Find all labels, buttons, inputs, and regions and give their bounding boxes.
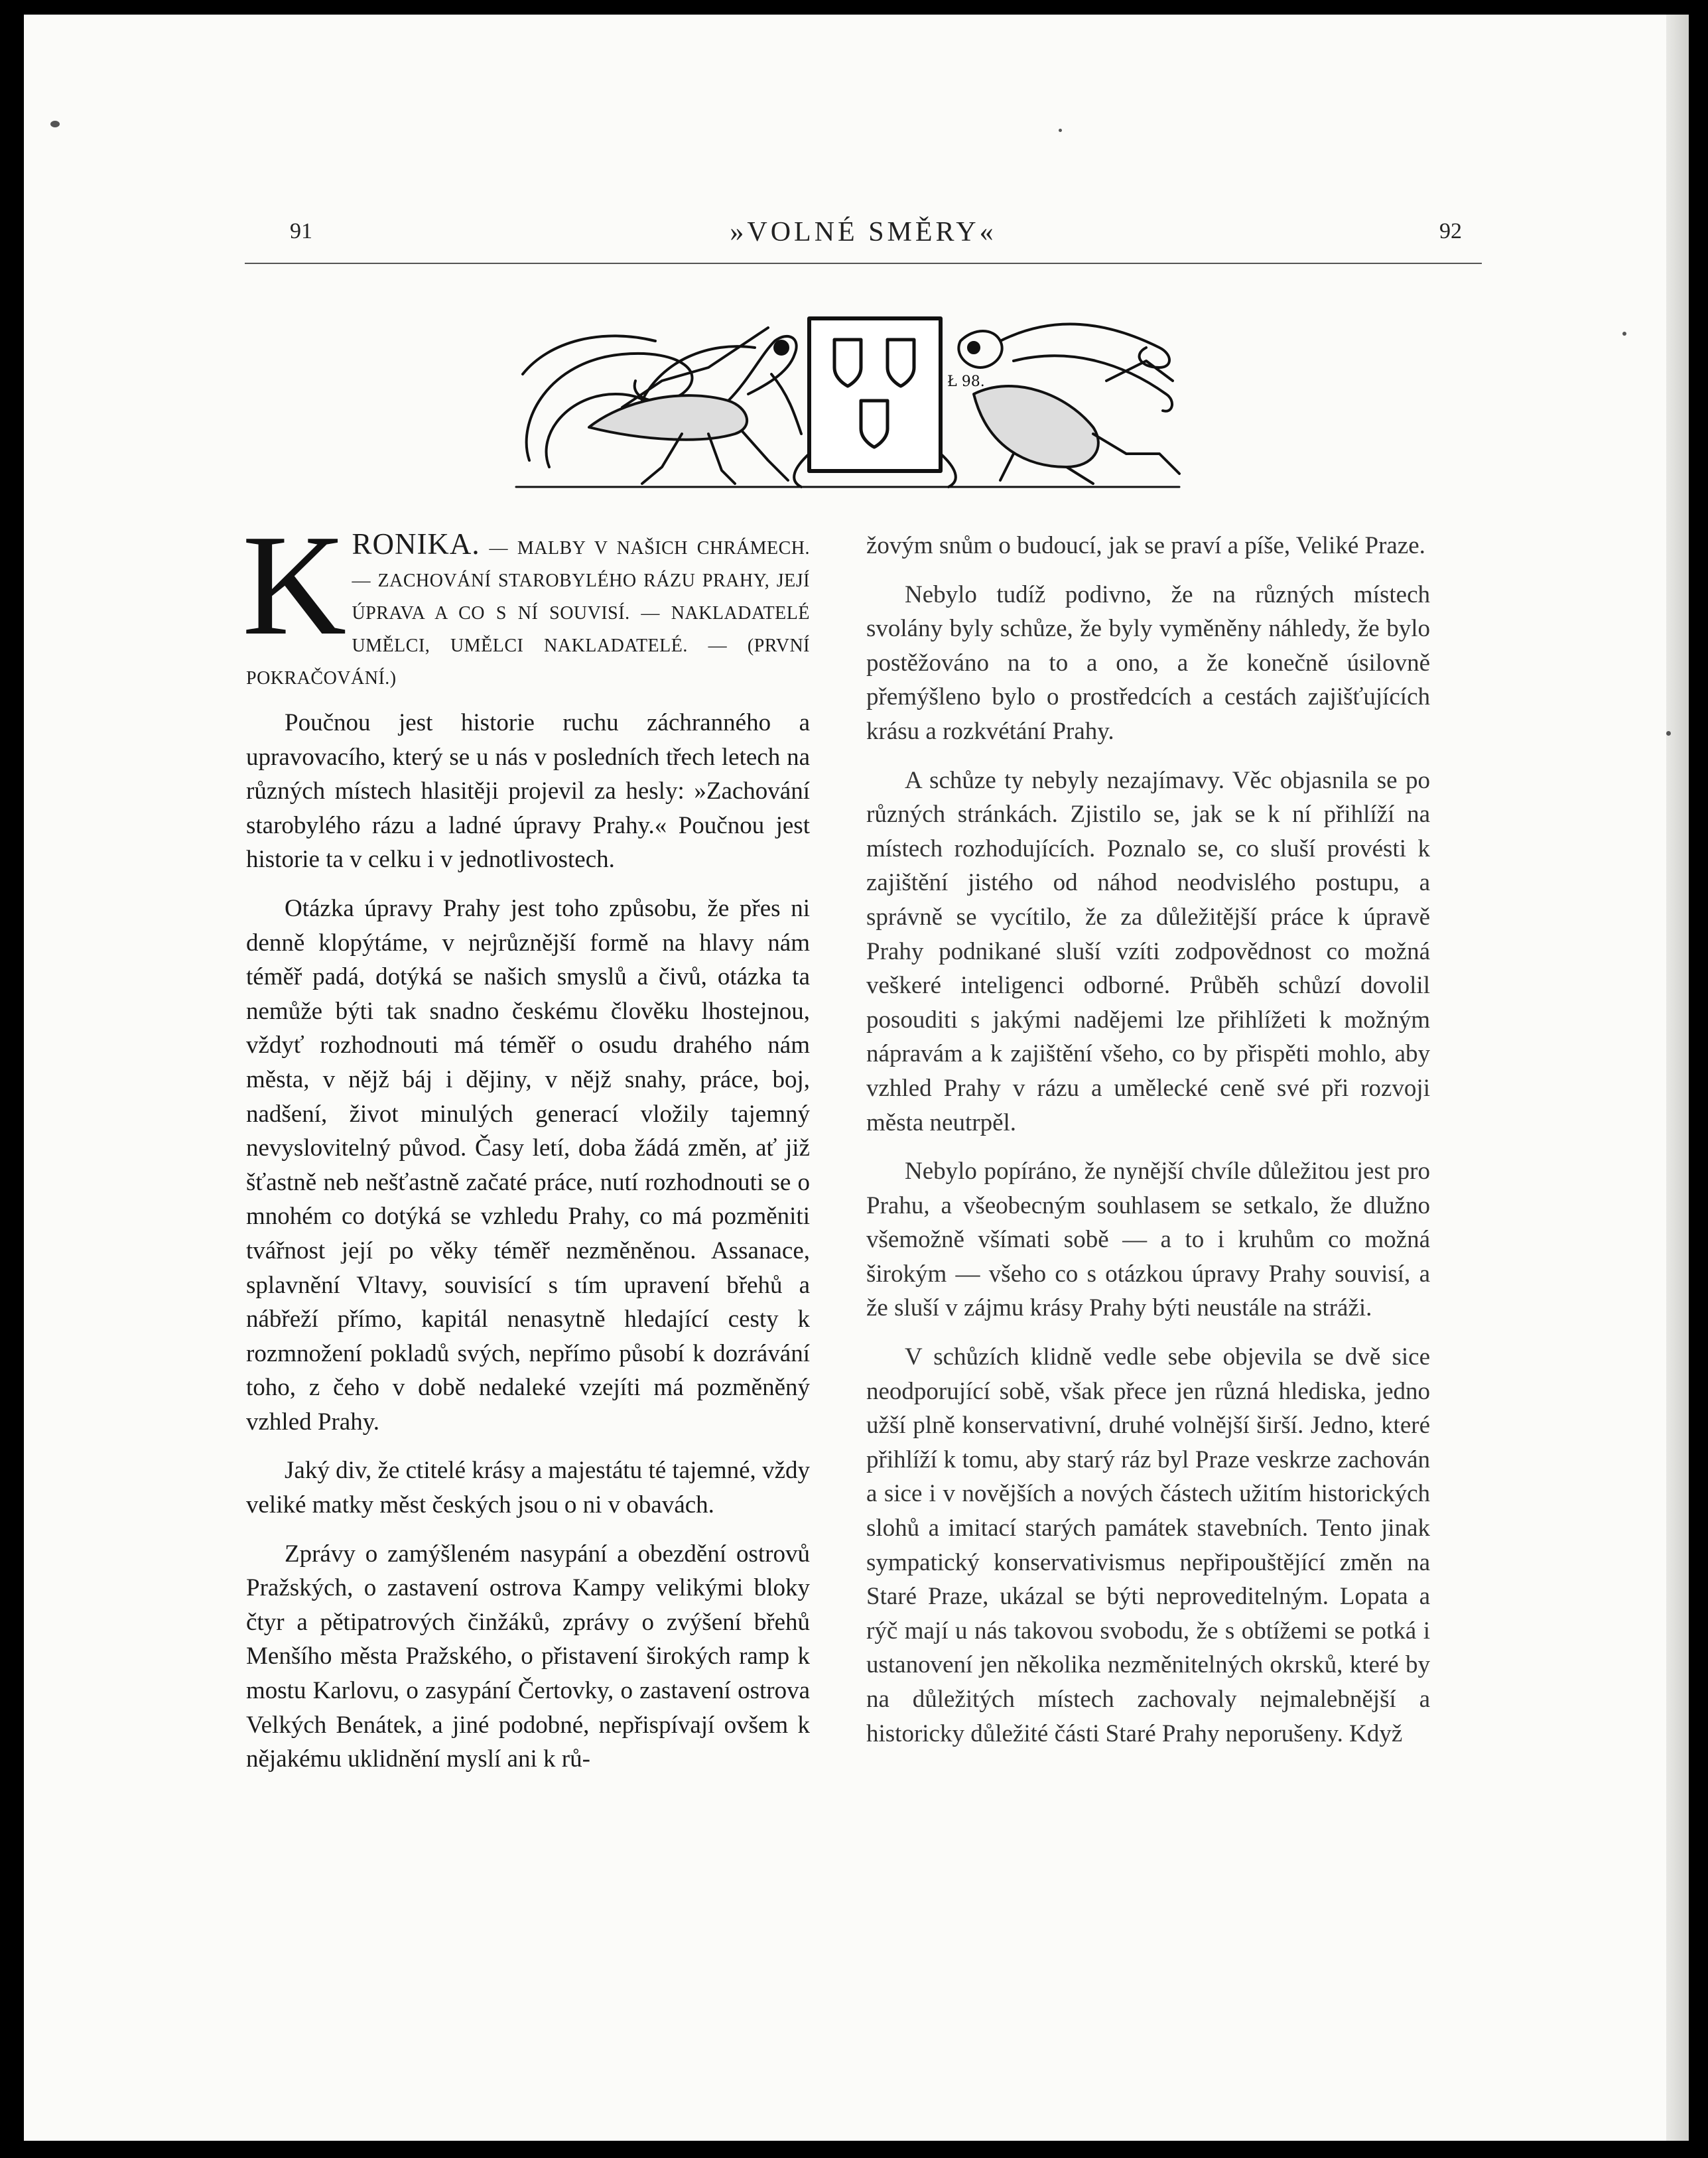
paragraph: A schůze ty nebyly nezajímavy. Věc objasnila se po různých stránkách. Zjistilo se, jak se k ní přihlíží na místech rozhodujících. Poznalo se, co sluší provésti k zajištění jistého od náhod neodvislého postupu, a správně se vycítilo, že za důležitější práce k úpravě Prahy podnikané sluší vzíti zodpovědnost co možná veškeré inteligenci odborné. Průběh schůzí dovolil posouditi s jakými nadějemi lze přihlížeti k možným nápravám a k zajištění všeho, co by přispěti mohlo, aby vzhled Prahy v rázu a umělecké ceně své při rozvoji města neutrpěl. xyxy=(866,766,1430,1136)
page-number-left: 91 xyxy=(290,219,312,243)
paragraph: Jaký div, že ctitelé krásy a majestátu té tajemné, vždy veliké matky měst českých jsou o ni v obavách. xyxy=(246,1457,810,1519)
page-number-right: 92 xyxy=(1439,219,1462,243)
page-edge xyxy=(1666,15,1689,2141)
heading-subtitle: — MALBY V NAŠICH CHRÁMECH. — ZACHOVÁNÍ STAROBYLÉHO RÁZU PRAHY, JEJÍ ÚPRAVA A CO S NÍ SOUVISÍ. — NAKLADATELÉ UMĚLCI, UMĚLCI NAKLADATELÉ. — (PRVNÍ POKRAČOVÁNÍ.) xyxy=(246,538,810,689)
dust-speck xyxy=(1059,129,1062,132)
dust-speck xyxy=(1622,332,1626,336)
vignette-signature: Ł 98. xyxy=(947,373,985,390)
heading-title: RONIKA. xyxy=(352,527,480,561)
dust-speck xyxy=(1666,731,1671,736)
paragraph: V schůzích klidně vedle sebe objevila se dvě sice neodporující sobě, však přece jen různá hlediska, jedno užší plně konservativní, druhé volnější širší. Jedno, které přihlíží k tomu, aby starý ráz byl Praze veskrze zachován a sice i v novějších a nových částech užitím historických slohů a imitací starých památek stavebních. Tento jinak sympatický konservativismus nepřipouštějící změn na Staré Praze, ukázal se býti neproveditelným. Lopata a rýč mají u nás takovou svobodu, že s obtížemi se potká i ustanovení jen několika nezměnitelných okrsků, které by na důležitých místech zachovaly nejmalebnější a historicky důležité části Staré Prahy neporušeny. Když xyxy=(866,1343,1430,1747)
paragraph: Poučnou jest historie ruchu záchranného a upravovacího, který se u nás v posledních třech letech na různých místech hlasitěji projevil za hesly: »Zachování starobylého rázu a ladné úpravy Prahy.« Poučnou jest historie ta v celku i v jednotlivostech. xyxy=(246,709,810,874)
paragraph: Zprávy o zamýšleném nasypání a obezdění ostrovů Pražských, o zastavení ostrova Kampy velikými bloky čtyr a pětipatrových činžáků, zprávy o zvýšení břehů Menšího města Pražského, o přistavení širokých ramp k mostu Karlovu, o zasypání Čertovky, o zastavení ostrova Velkých Benátek, a jiné podobné, nepřispívají ovšem k nějakému uklidnění myslí ani k rů- xyxy=(246,1540,810,1773)
article-column-left xyxy=(242,506,810,1777)
paragraph: Nebylo popíráno, že nynější chvíle důležitou jest pro Prahu, a všeobecným souhlasem se setkalo, že dlužno všemožně všímati sobě — a to i kruhům co možná širokým — všeho co s otázkou úpravy Prahy souvisí, a že sluší v zájmu krásy Prahy býti neustále na stráži. xyxy=(866,1158,1430,1322)
ornamental-vignette xyxy=(509,301,1186,492)
page-sheet xyxy=(24,15,1689,2141)
drop-cap: K xyxy=(242,506,347,665)
article-column-right xyxy=(866,529,1430,1751)
chronicle-heading xyxy=(242,506,810,694)
paragraph: Otázka úpravy Prahy jest toho způsobu, že přes ni denně klopýtáme, v nejrůznější formě na hlavy nám téměř padá, dotýká se našich smyslů a čivů, otázka ta nemůže býti tak snadno českému člověku lhostejnou, vždyť rozhodnouti má téměř o osudu drahého nám města, v nějž báj i dějiny, v nějž snahy, práce, boj, nadšení, život minulých generací vložily tajemný nevyslovitelný původ. Časy letí, doba žádá změn, ať již šťastně neb nešťastně začaté práce, nutí rozhodnouti se o mnohém co dotýká se vzhledu Prahy, co má pozměniti tvářnost její po věky téměř nezměněnou. Assanace, splavnění Vltavy, souvisící s tím upravení břehů a nábřeží přímo, kapitál nenasytně hledající cesty k rozmnožení pokladů svých, nepřímo působí k dozrávání toho, z čeho v době nedaleké vzejíti má pozměněný vzhled Prahy. xyxy=(246,894,810,1436)
paragraph: Nebylo tudíž podivno, že na různých místech svolány byly schůze, že byly vyměněny náhledy, že bylo postěžováno na to a ono, a že konečně úsilovně přemýšleno bylo o prostředcích a cestách zajišťujících krásu a rozkvétání Prahy. xyxy=(866,580,1430,745)
dust-speck xyxy=(50,121,60,127)
journal-title: »VOLNÉ SMĚRY« xyxy=(730,217,997,247)
running-header xyxy=(245,215,1482,264)
paragraph-continued: žovým snům o budoucí, jak se praví a píše, Veliké Praze. xyxy=(866,532,1425,559)
